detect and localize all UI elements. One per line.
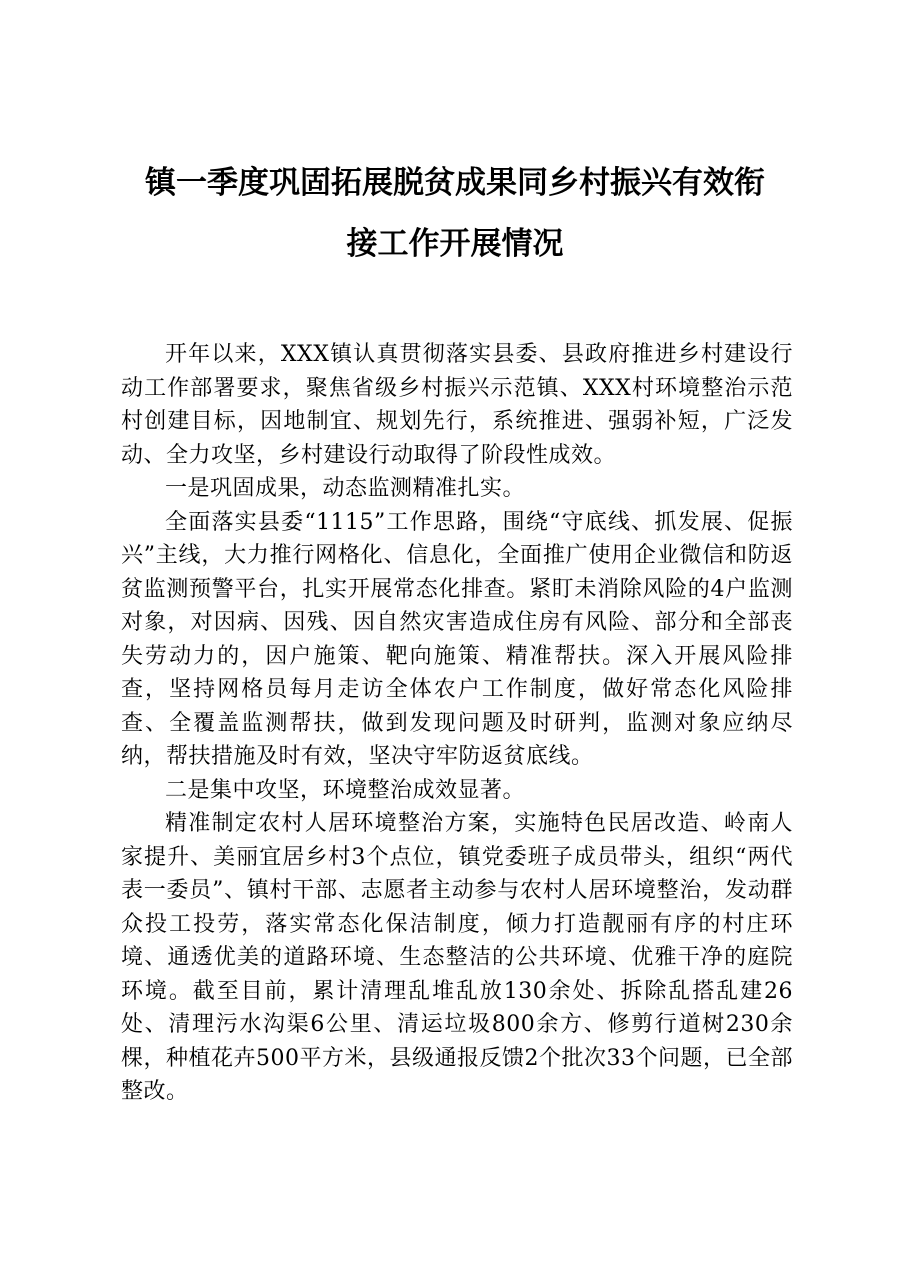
document-title-line-1: 镇一季度巩固拓展脱贫成果同乡村振兴有效衔 [145, 165, 765, 201]
paragraph-intro: 开年以来，XXX镇认真贯彻落实县委、县政府推进乡村建设行动工作部署要求，聚焦省级乡村振兴示范镇、XXX村环境整治示范村创建目标，因地制宜、规划先行，系统推进、强弱补短，广泛发动、全力攻坚，乡村建设行动取得了阶段性成效。 [121, 342, 793, 468]
section-heading-1: 一是巩固成果，动态监测精准扎实。 [165, 476, 526, 501]
document-body [121, 338, 793, 1109]
document-title-line-2: 接工作开展情况 [346, 226, 564, 262]
section-heading-2: 二是集中攻坚，环境整治成效显著。 [165, 777, 526, 803]
paragraph-section-2: 精准制定农村人居环境整治方案，实施特色民居改造、岭南人家提升、美丽宜居乡村3个点位，镇党委班子成员带头，组织“两代表一委员”、镇村干部、志愿者主动参与农村人居环境整治，发动群众投工投劳，落实常态化保洁制度，倾力打造靓丽有序的村庄环境、通透优美的道路环境、生态整洁的公共环境、优雅干净的庭院环境。截至目前，累计清理乱堆乱放130余处、拆除乱搭乱建26处、清理污水沟渠6公里、清运垃圾800余方、修剪行道树230余棵，种植花卉500平方米，县级通报反馈2个批次33个问题，已全部整改。 [121, 811, 793, 1104]
paragraph-section-1: 全面落实县委“1115”工作思路，围绕“守底线、抓发展、促振兴”主线，大力推行网格化、信息化，全面推广使用企业微信和防返贫监测预警平台，扎实开展常态化排查。紧盯未消除风险的4户监测对象，对因病、因残、因自然灾害造成住房有风险、部分和全部丧失劳动力的，因户施策、靶向施策、精准帮扶。深入开展风险排查，坚持网格员每月走访全体农户工作制度，做好常态化风险排查、全覆盖监测帮扶，做到发现问题及时研判，监测对象应纳尽纳，帮扶措施及时有效，坚决守牢防返贫底线。 [121, 509, 793, 769]
